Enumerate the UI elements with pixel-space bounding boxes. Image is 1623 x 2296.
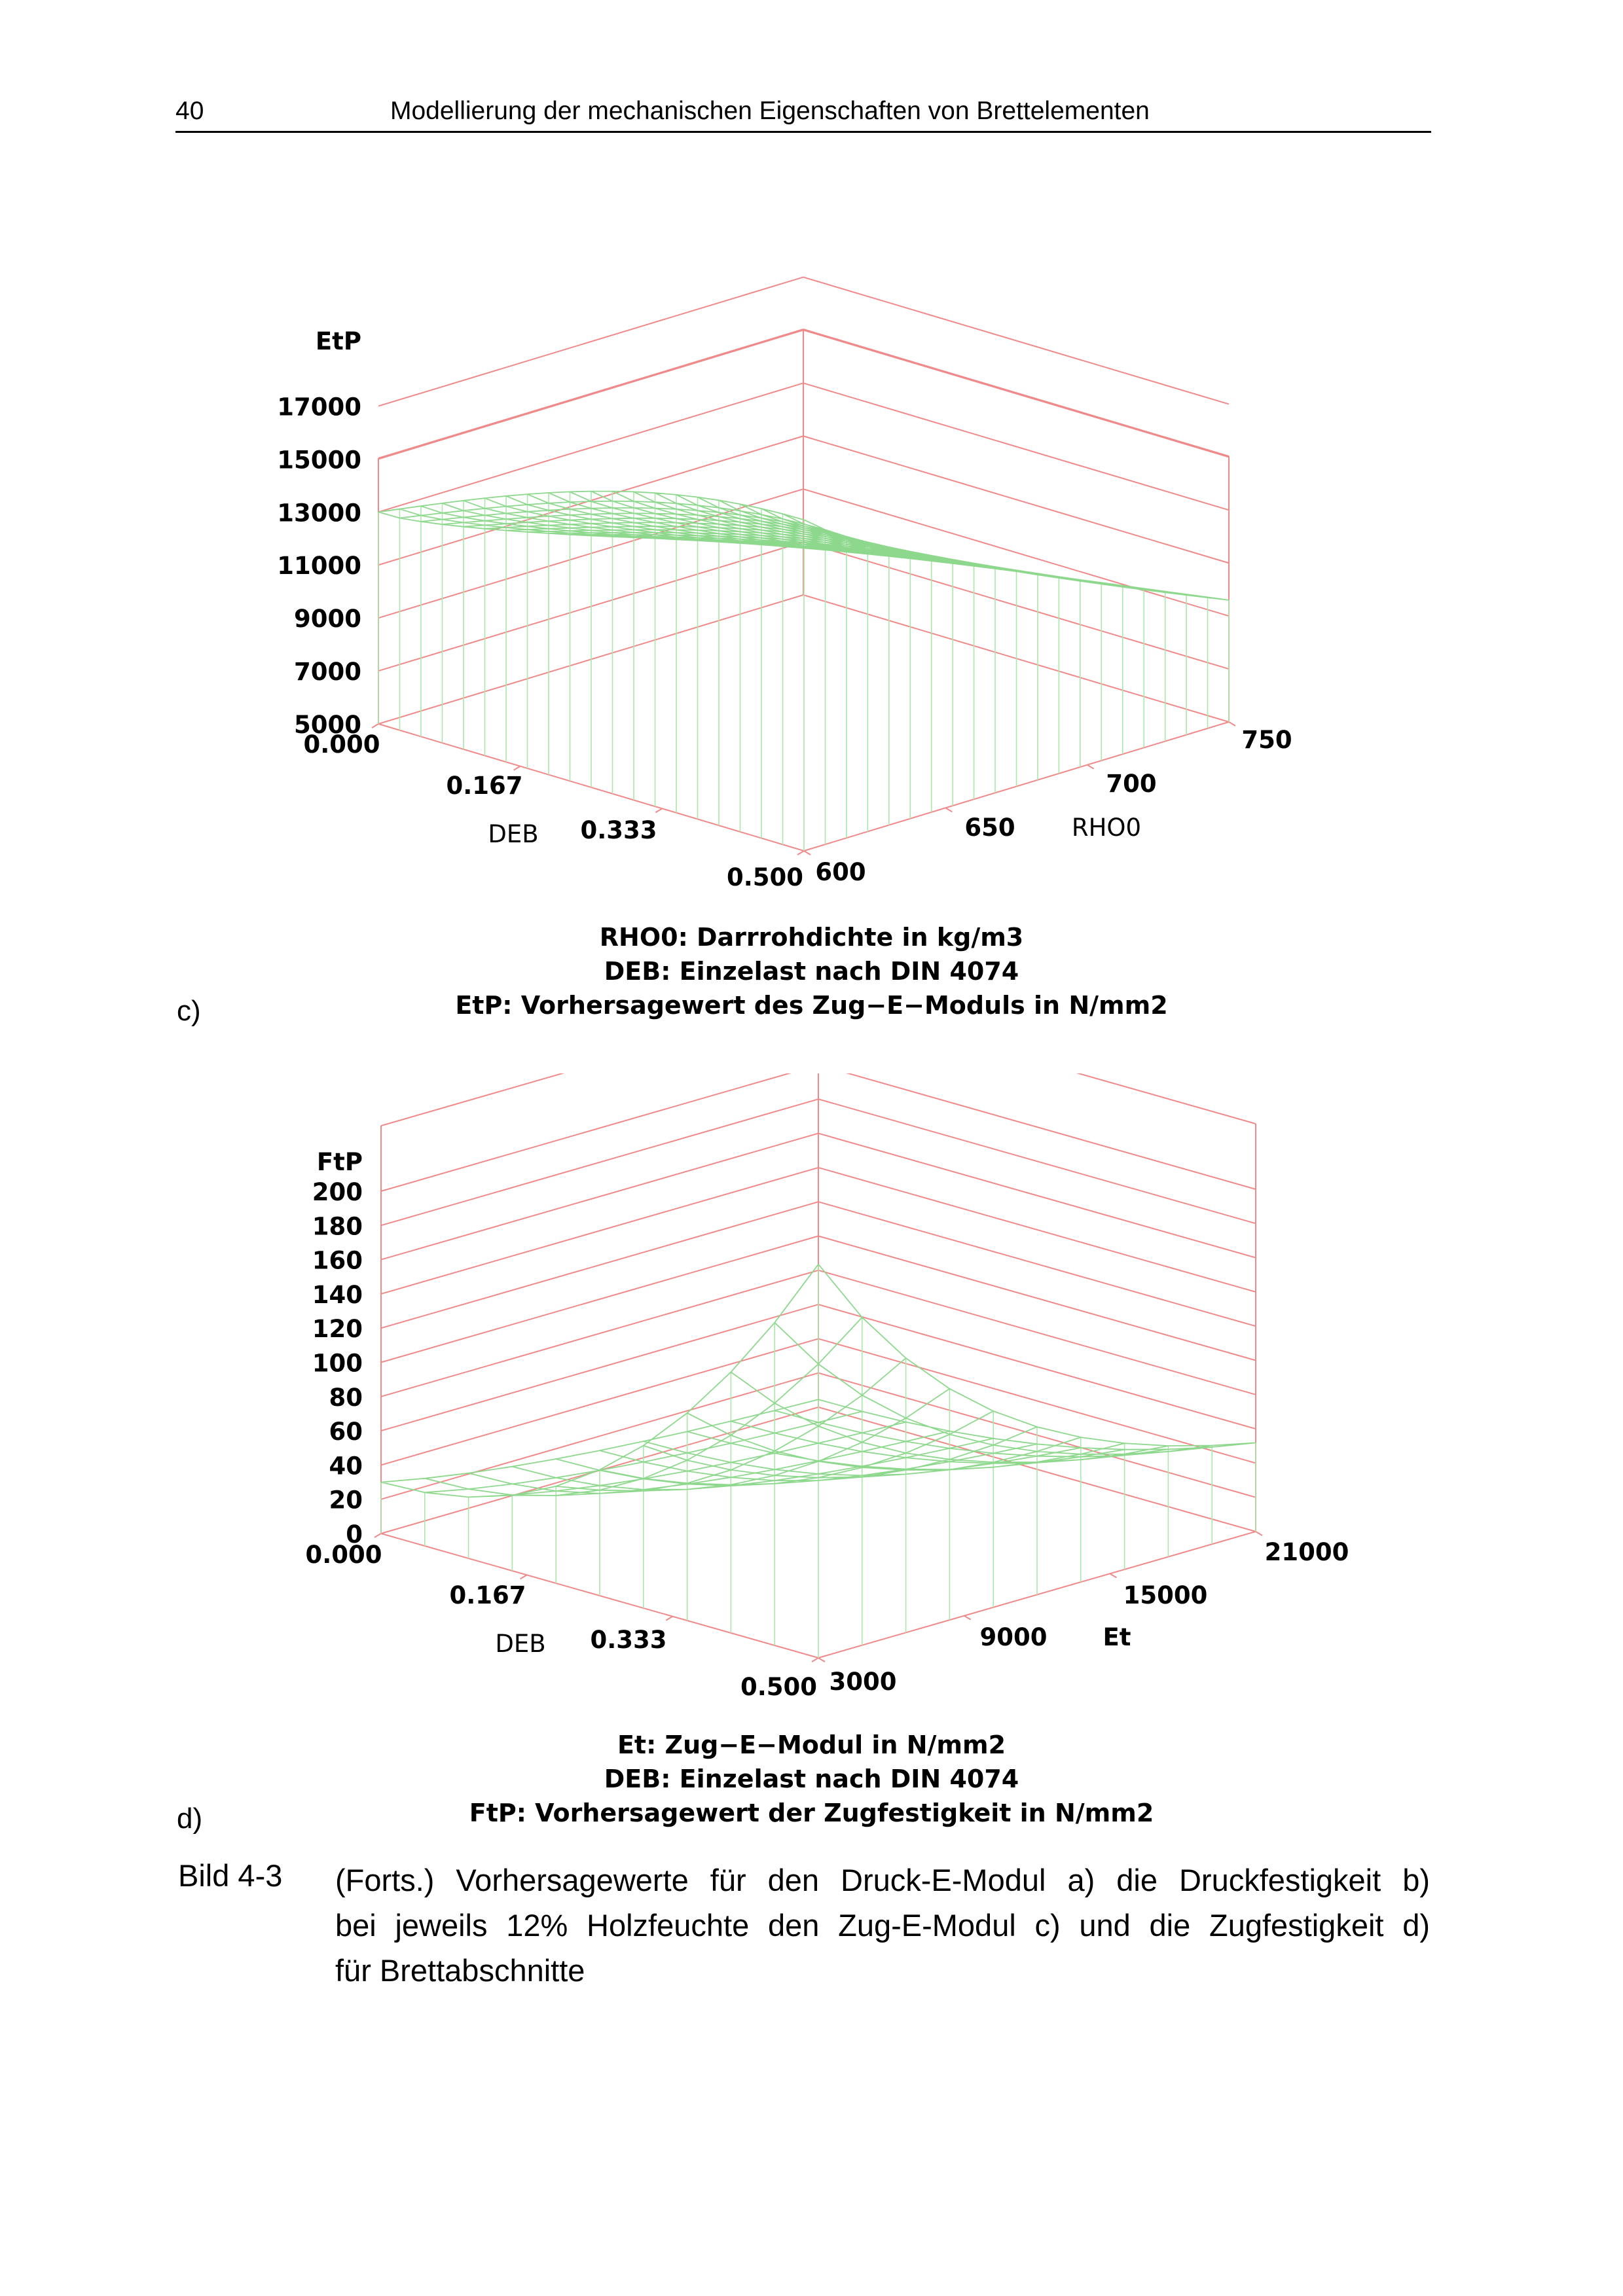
right-wall-gridline (803, 277, 1229, 404)
left-wall-gridline (381, 1270, 818, 1397)
page-number: 40 (175, 97, 204, 125)
left-wall-gridline (381, 1236, 818, 1363)
z-tick-label: 120 (312, 1315, 363, 1344)
z-tick-label: 17000 (277, 393, 361, 422)
z-tick-label: 100 (312, 1349, 363, 1378)
figure-c-panel-letter: c) (177, 995, 201, 1027)
left-wall-gridline (381, 1168, 818, 1294)
right-wall-gridline (803, 383, 1229, 510)
right-wall-gridline (818, 1202, 1256, 1326)
left-wall-gridline (381, 1338, 818, 1465)
y-tick-label: 600 (815, 858, 866, 886)
x-axis-tick (812, 1658, 818, 1662)
figure-d (0, 1073, 1623, 1846)
figure-caption-line-3: für Brettabschnitte (335, 1953, 585, 1988)
z-tick-label: 0 (346, 1520, 363, 1549)
x-tick-label: 0.500 (726, 863, 803, 891)
figure-caption-line-1: (Forts.) Vorhersagewerte für den Druck-E-Modul a) die Druckfestigkeit b) (335, 1863, 1430, 1897)
figure-c-caption-3: EtP: Vorhersagewert des Zug−E−Moduls in N/mm2 (455, 991, 1168, 1020)
y-tick-label: 650 (964, 814, 1015, 842)
y-axis-tick (1110, 1573, 1116, 1577)
x-tick-label: 0.500 (740, 1673, 817, 1701)
figure-d-caption-2: DEB: Einzelast nach DIN 4074 (604, 1765, 1019, 1793)
right-wall-top (803, 329, 1229, 456)
right-wall-top (818, 1073, 1256, 1124)
right-wall-gridline (803, 330, 1229, 457)
x-tick-label: 0.333 (590, 1626, 667, 1654)
left-wall-gridline (378, 277, 803, 406)
x-tick-label: 0.167 (446, 772, 523, 800)
surface-chart-ftp (0, 1073, 1623, 1846)
left-wall-gridline (381, 1073, 818, 1191)
left-wall-gridline (378, 330, 803, 459)
figure-caption-text (335, 1857, 1430, 1993)
y-tick-label: 3000 (829, 1668, 897, 1696)
figure-c-caption-1: RHO0: Darrrohdichte in kg/m3 (599, 923, 1024, 952)
x-axis-tick (655, 808, 662, 812)
y-axis-tick (818, 1658, 825, 1662)
left-wall-gridline (381, 1202, 818, 1328)
y-axis-label: RHO0 (1071, 814, 1142, 842)
x-axis-label: DEB (495, 1630, 546, 1658)
left-wall-gridline (381, 1134, 818, 1260)
y-axis-tick (1229, 722, 1235, 726)
x-axis-tick (514, 766, 520, 770)
y-axis-tick (945, 808, 952, 812)
right-wall-gridline (818, 1134, 1256, 1258)
y-axis-label: Et (1103, 1623, 1131, 1651)
z-tick-label: 9000 (294, 605, 361, 634)
y-axis-tick (1256, 1532, 1262, 1535)
running-title: Modellierung der mechanischen Eigenschaften von Brettelementen (390, 97, 1150, 125)
z-tick-label: 7000 (294, 658, 361, 687)
x-axis-tick (797, 851, 804, 855)
x-tick-label: 0.000 (305, 1541, 382, 1569)
right-wall-gridline (818, 1236, 1256, 1361)
z-axis-label: EtP (315, 327, 361, 355)
y-tick-label: 9000 (979, 1623, 1048, 1651)
z-tick-label: 180 (312, 1212, 363, 1241)
z-tick-label: 60 (329, 1418, 363, 1446)
z-tick-label: 15000 (277, 446, 361, 475)
figure-c (0, 262, 1623, 1047)
y-axis-tick (964, 1616, 971, 1620)
z-tick-label: 80 (329, 1383, 363, 1412)
figure-d-caption-3: FtP: Vorhersagewert der Zugfestigkeit in N/mm2 (469, 1799, 1154, 1827)
z-tick-label: 5000 (294, 711, 361, 739)
y-axis-tick (804, 851, 811, 855)
z-axis-label: FtP (316, 1148, 363, 1176)
z-tick-label: 13000 (277, 499, 361, 528)
y-tick-label: 15000 (1123, 1581, 1208, 1609)
left-wall-gridline (381, 1304, 818, 1431)
z-tick-label: 40 (329, 1452, 363, 1480)
right-wall-gridline (818, 1168, 1256, 1292)
left-wall-gridline (381, 1099, 818, 1225)
left-wall-top (378, 329, 803, 458)
z-tick-label: 140 (312, 1280, 363, 1309)
figure-caption-label: Bild 4-3 (178, 1858, 283, 1893)
z-tick-label: 160 (312, 1246, 363, 1275)
right-wall-gridline (818, 1099, 1256, 1223)
z-tick-label: 200 (312, 1178, 363, 1206)
x-axis-tick (666, 1617, 672, 1621)
x-axis-tick (374, 1534, 381, 1537)
figure-c-caption-2: DEB: Einzelast nach DIN 4074 (604, 957, 1019, 986)
y-axis-tick (1087, 765, 1094, 769)
figure-d-caption-1: Et: Zug−E−Modul in N/mm2 (617, 1731, 1006, 1759)
figure-caption-line-2: bei jeweils 12% Holzfeuchte den Zug-E-Modul c) und die Zugfestigkeit d) (335, 1908, 1430, 1943)
y-tick-label: 700 (1106, 770, 1157, 798)
x-tick-label: 0.000 (303, 730, 380, 759)
y-tick-label: 21000 (1264, 1538, 1349, 1566)
page-header (175, 97, 1431, 133)
x-tick-label: 0.333 (580, 816, 657, 844)
x-axis-tick (520, 1575, 527, 1579)
y-tick-label: 750 (1241, 726, 1292, 754)
x-tick-label: 0.167 (449, 1581, 526, 1609)
z-tick-label: 11000 (277, 552, 361, 581)
right-wall-gridline (818, 1304, 1256, 1429)
figure-d-panel-letter: d) (177, 1803, 203, 1835)
z-tick-label: 20 (329, 1486, 363, 1515)
x-axis-tick (372, 724, 378, 728)
right-wall-gridline (818, 1073, 1256, 1189)
x-axis-label: DEB (488, 820, 539, 848)
